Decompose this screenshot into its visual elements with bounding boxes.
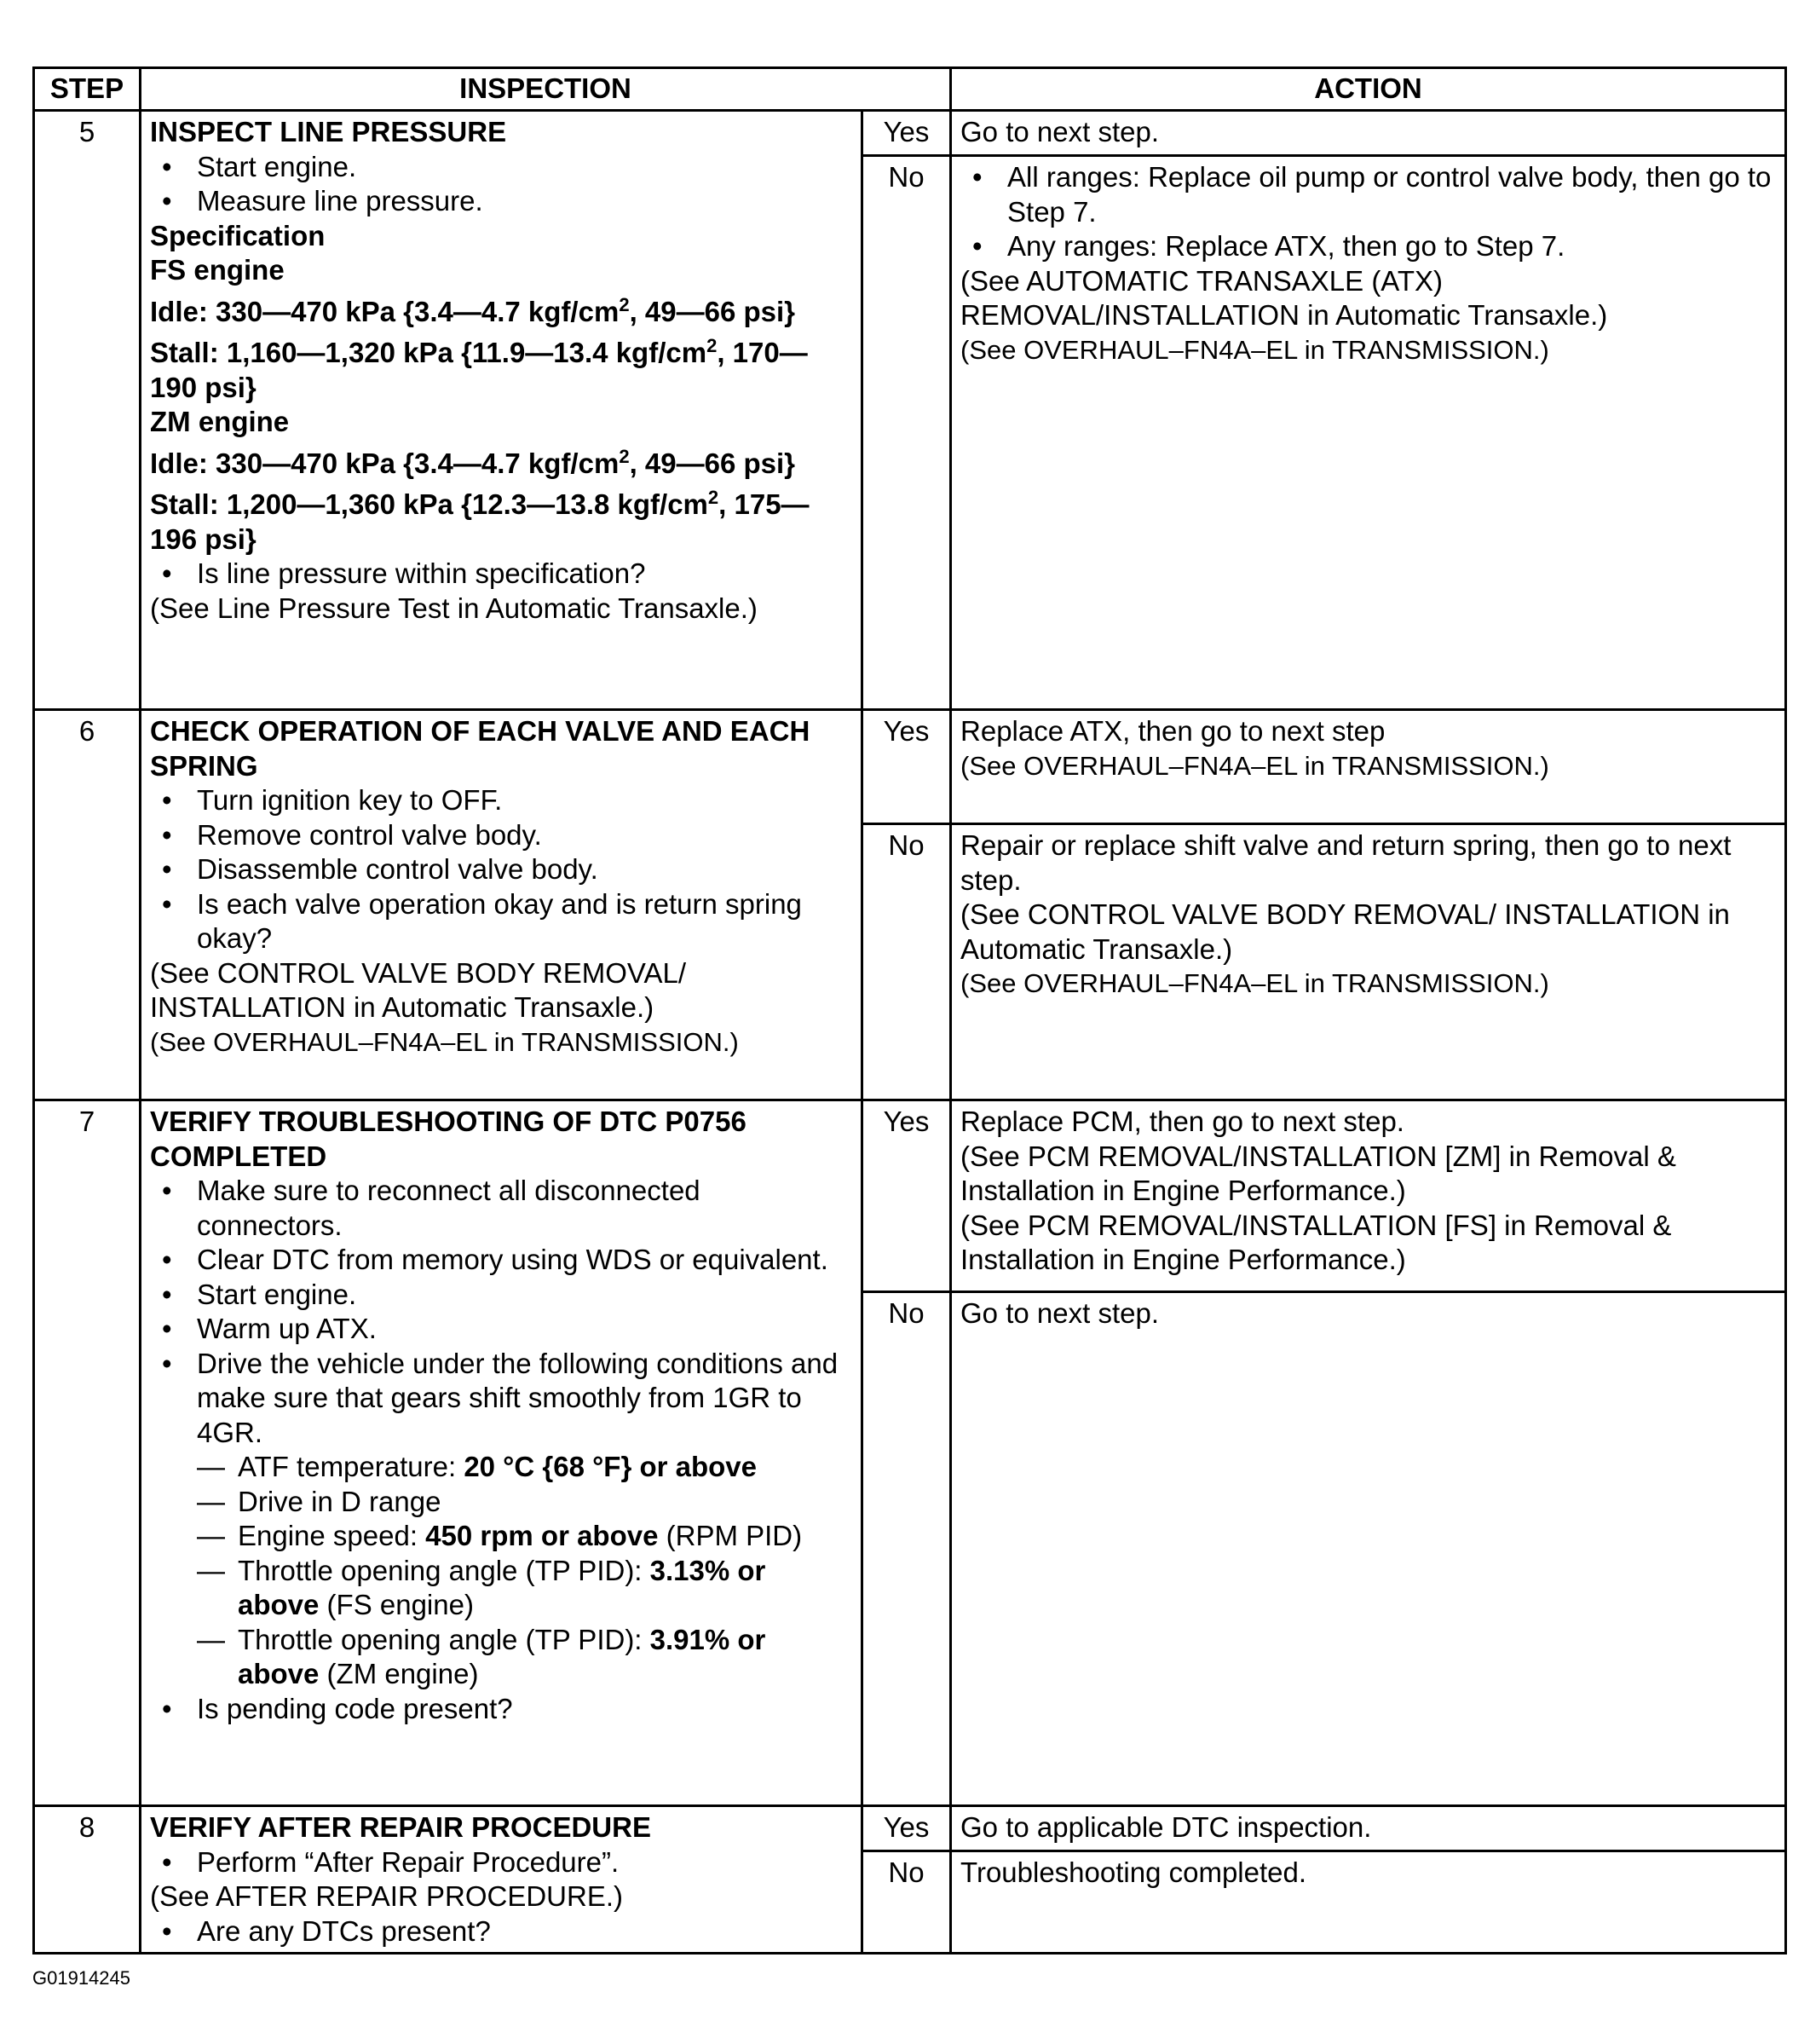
reference: (See OVERHAUL–FN4A–EL in TRANSMISSION.)	[150, 1026, 739, 1057]
header-inspection: INSPECTION	[141, 68, 951, 111]
reference: (See AFTER REPAIR PROCEDURE.)	[150, 1880, 623, 1912]
list-item: • Are any DTCs present?	[150, 1914, 852, 1949]
no-action: Troubleshooting completed.	[951, 1851, 1786, 1954]
header-step: STEP	[34, 68, 141, 111]
step-7-inspection	[141, 1100, 862, 1806]
spec-fs-label: FS engine	[150, 254, 285, 286]
step-title: VERIFY TROUBLESHOOTING OF DTC P0756 COMPLETED	[150, 1106, 746, 1172]
spec-fs-stall: Stall: 1,160—1,320 kPa {11.9—13.4 kgf/$cm^2$, 170—190 psi}	[150, 335, 808, 403]
inspection-question	[150, 1692, 852, 1727]
reference: (See CONTROL VALVE BODY REMOVAL/ INSTALLATION in Automatic Transaxle.)	[150, 956, 687, 1023]
list-item: • Drive the vehicle under the following conditions and make sure that gears shift smoothly from 1GR to 4GR.	[150, 1347, 852, 1451]
list-item: • Start engine.	[150, 150, 852, 185]
reference: (See Line Pressure Test in Automatic Transaxle.)	[150, 592, 758, 624]
step-6-inspection	[141, 710, 862, 1100]
list-item: • Perform “After Repair Procedure”.	[150, 1845, 852, 1880]
inspection-list	[150, 150, 852, 219]
list-item: • Turn ignition key to OFF.	[150, 783, 852, 818]
list-item: • Start engine.	[150, 1278, 852, 1313]
condition-item: — ATF temperature: 20 °C {68 °F} or above	[197, 1451, 758, 1482]
step-8-inspection	[141, 1806, 862, 1954]
list-item: • Disassemble control valve body.	[150, 852, 852, 887]
condition-item: — Drive in D range	[197, 1485, 441, 1517]
yes-action: Go to applicable DTC inspection.	[951, 1806, 1786, 1851]
diagnostic-table	[32, 66, 1787, 1955]
no-label: No	[862, 1292, 951, 1806]
list-item: • Is line pressure within specification?	[150, 557, 852, 592]
yes-action: Replace PCM, then go to next step. (See PCM REMOVAL/INSTALLATION [ZM] in Removal & Installation in Engine Performance.) (See PCM REMOVAL/INSTALLATION [FS] in Removal & Installation in Engine Performance.)	[951, 1100, 1786, 1292]
inspection-question	[150, 557, 852, 592]
condition-item: — Throttle opening angle (TP PID): 3.13% or above (FS engine)	[197, 1554, 766, 1620]
header-row	[34, 68, 1786, 111]
yes-label: Yes	[862, 1100, 951, 1292]
spec-zm-label: ZM engine	[150, 406, 290, 437]
list-item: • Any ranges: Replace ATX, then go to Step 7.	[960, 229, 1776, 264]
reference: (See OVERHAUL–FN4A–EL in TRANSMISSION.)	[960, 334, 1549, 365]
step-5-yes-row	[34, 111, 1786, 156]
no-label: No	[862, 156, 951, 710]
spec-fs-idle: Idle: 330—470 kPa {3.4—4.7 kgf/$cm^2$, 49—66 psi}	[150, 293, 796, 327]
list-item: • All ranges: Replace oil pump or control valve body, then go to Step 7.	[960, 160, 1776, 229]
condition-item: — Engine speed: 450 rpm or above (RPM PID)	[197, 1520, 803, 1551]
no-action: Repair or replace shift valve and return spring, then go to next step. (See CONTROL VALVE BODY REMOVAL/ INSTALLATION in Automatic Transaxle.) (See OVERHAUL–FN4A–EL in TRANSMISSION.)	[951, 824, 1786, 1100]
step-number: 5	[34, 111, 141, 710]
step-7-yes-row	[34, 1100, 1786, 1292]
list-item: • Is each valve operation okay and is return spring okay?	[150, 887, 852, 956]
step-number: 7	[34, 1100, 141, 1806]
condition-item: — Throttle opening angle (TP PID): 3.91% or above (ZM engine)	[197, 1623, 766, 1689]
step-title: VERIFY AFTER REPAIR PROCEDURE	[150, 1811, 651, 1843]
step-6-yes-row	[34, 710, 1786, 824]
list-item: • Is pending code present?	[150, 1692, 852, 1727]
inspection-list	[150, 783, 852, 956]
reference: (See PCM REMOVAL/INSTALLATION [FS] in Removal & Installation in Engine Performance.)	[960, 1209, 1672, 1275]
step-5-inspection	[141, 111, 862, 710]
step-number: 8	[34, 1806, 141, 1954]
list-item: • Make sure to reconnect all disconnected connectors.	[150, 1174, 852, 1243]
no-label: No	[862, 1851, 951, 1954]
figure-id: G01914245	[32, 1967, 130, 1989]
reference: (See OVERHAUL–FN4A–EL in TRANSMISSION.)	[960, 968, 1549, 998]
list-item: • Measure line pressure.	[150, 184, 852, 219]
header-action: ACTION	[951, 68, 1786, 111]
spec-zm-stall: Stall: 1,200—1,360 kPa {12.3—13.8 kgf/$cm^2$, 175—196 psi}	[150, 487, 810, 555]
reference: (See AUTOMATIC TRANSAXLE (ATX) REMOVAL/INSTALLATION in Automatic Transaxle.)	[960, 264, 1608, 331]
no-action: Go to next step.	[951, 1292, 1786, 1806]
no-label: No	[862, 824, 951, 1100]
yes-label: Yes	[862, 1806, 951, 1851]
yes-label: Yes	[862, 710, 951, 824]
list-item: • Clear DTC from memory using WDS or equivalent.	[150, 1243, 852, 1278]
reference: (See OVERHAUL–FN4A–EL in TRANSMISSION.)	[960, 750, 1549, 781]
step-number: 6	[34, 710, 141, 1100]
reference: (See CONTROL VALVE BODY REMOVAL/ INSTALLATION in Automatic Transaxle.)	[960, 898, 1730, 965]
yes-action: Go to next step.	[951, 111, 1786, 156]
reference: (See PCM REMOVAL/INSTALLATION [ZM] in Removal & Installation in Engine Performance.)	[960, 1140, 1676, 1206]
yes-action: Replace ATX, then go to next step (See OVERHAUL–FN4A–EL in TRANSMISSION.)	[951, 710, 1786, 824]
spec-zm-idle: Idle: 330—470 kPa {3.4—4.7 kgf/$cm^2$, 49—66 psi}	[150, 445, 796, 479]
list-item: • Warm up ATX.	[150, 1312, 852, 1347]
step-title: INSPECT LINE PRESSURE	[150, 116, 507, 147]
yes-label: Yes	[862, 111, 951, 156]
list-item: • Remove control valve body.	[150, 818, 852, 853]
no-action	[951, 156, 1786, 710]
spec-heading: Specification	[150, 219, 326, 251]
inspection-list	[150, 1174, 852, 1450]
step-title: CHECK OPERATION OF EACH VALVE AND EACH SPRING	[150, 715, 810, 782]
step-8-yes-row	[34, 1806, 1786, 1851]
